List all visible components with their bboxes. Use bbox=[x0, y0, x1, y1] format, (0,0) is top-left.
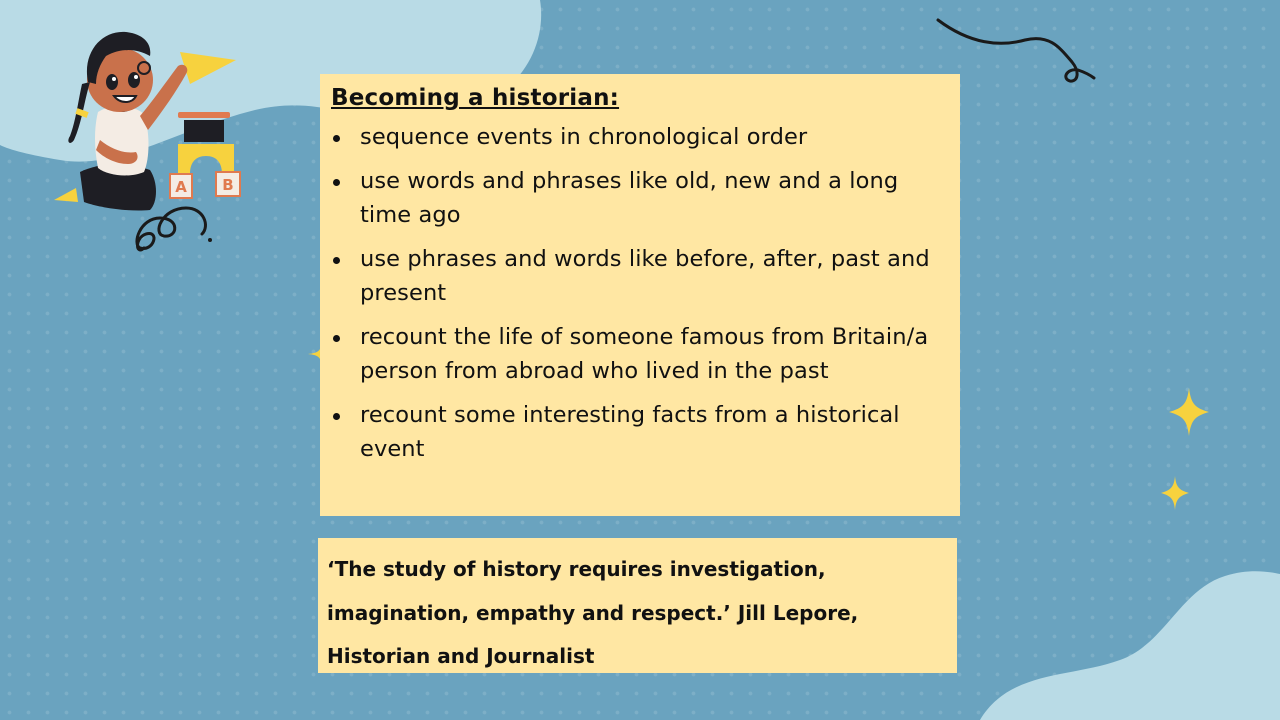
list-item bbox=[331, 164, 946, 232]
bullet-icon bbox=[333, 257, 340, 264]
bottom-right-background-blob bbox=[960, 560, 1280, 720]
list-item-text: recount the life of someone famous from Britain/a person from abroad who lived in the past bbox=[360, 324, 929, 384]
block-letter-b: B bbox=[222, 176, 234, 194]
list-item bbox=[331, 398, 946, 466]
block-letter-a: A bbox=[175, 178, 187, 196]
bullet-icon bbox=[333, 413, 340, 420]
bullet-icon bbox=[333, 179, 340, 186]
list-item bbox=[331, 320, 946, 388]
list-item-text: sequence events in chronological order bbox=[360, 124, 808, 150]
quote-card bbox=[318, 538, 957, 673]
list-item-text: recount some interesting facts from a historical event bbox=[360, 402, 900, 462]
card-heading: Becoming a historian: bbox=[331, 85, 620, 111]
list-item-text: use words and phrases like old, new and a long time ago bbox=[360, 168, 899, 228]
list-item bbox=[331, 242, 946, 310]
list-item bbox=[331, 120, 946, 154]
girl-with-blocks-illustration bbox=[40, 12, 290, 262]
bullet-icon bbox=[333, 335, 340, 342]
skills-list bbox=[331, 120, 946, 466]
quote-text: ‘The study of history requires investigation, imagination, empathy and respect.’ Jill Lepore, Historian and Journalist bbox=[327, 557, 859, 668]
bullet-icon bbox=[333, 135, 340, 142]
sparkle-icon bbox=[1169, 388, 1209, 436]
list-item-text: use phrases and words like before, after, past and present bbox=[360, 246, 930, 306]
swirl-icon bbox=[137, 208, 206, 250]
triangle-block-icon bbox=[180, 52, 236, 84]
skills-card bbox=[320, 74, 960, 516]
sparkle-icon bbox=[1161, 476, 1189, 510]
